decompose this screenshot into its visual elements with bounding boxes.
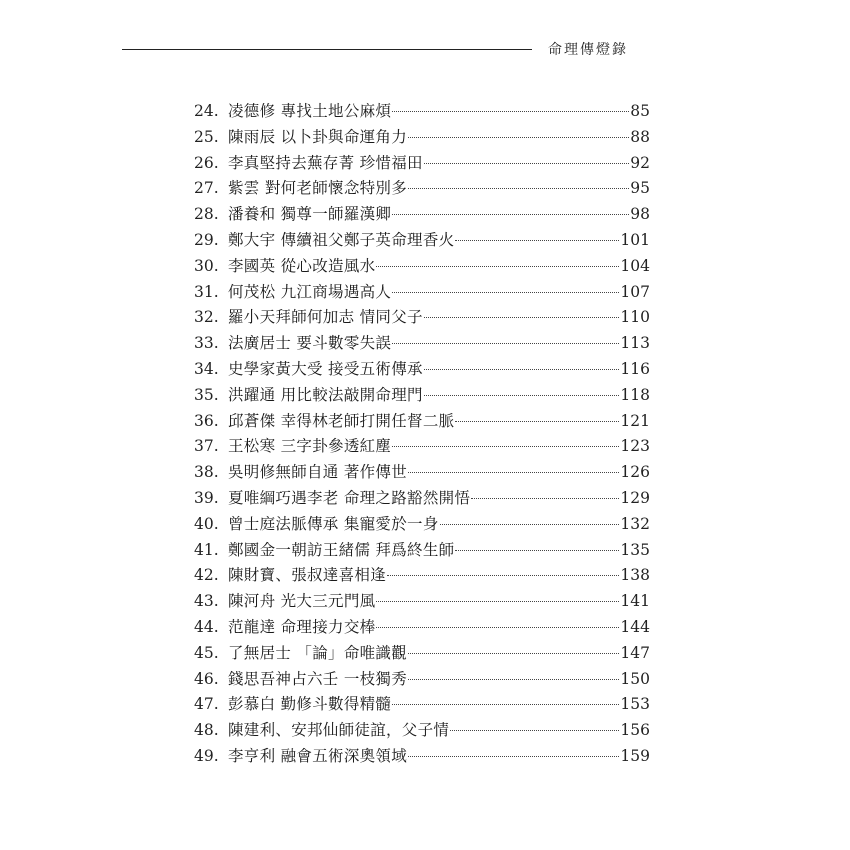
toc-entry: [194, 563, 650, 589]
dot-leader: [424, 369, 620, 370]
entry-number: 39.: [194, 488, 219, 507]
toc-entry: [194, 667, 650, 693]
entry-page-number: 132: [620, 514, 650, 533]
dot-leader: [392, 446, 619, 447]
toc-entry: [194, 718, 650, 744]
entry-number: 31.: [194, 282, 219, 301]
dot-leader: [408, 472, 619, 473]
entry-number: 37.: [194, 437, 219, 456]
toc-entry: [194, 357, 650, 383]
entry-page-number: 129: [620, 488, 650, 507]
entry-title: 李國英 從心改造風水: [228, 256, 376, 275]
entry-number: 27.: [194, 179, 219, 198]
table-of-contents: [194, 99, 650, 770]
entry-page-number: 92: [630, 153, 650, 172]
entry-number: 24.: [194, 102, 219, 120]
toc-entry: [194, 383, 650, 409]
dot-leader: [408, 679, 619, 680]
entry-title: 彭慕白 勤修斗數得精髓: [228, 695, 392, 714]
dot-leader: [455, 550, 619, 551]
toc-entry: [194, 434, 650, 460]
toc-entry: [194, 228, 650, 254]
entry-title: 羅小天拜師何加志 情同父子: [228, 308, 423, 327]
dot-leader: [424, 317, 620, 318]
entry-page-number: 118: [620, 385, 650, 404]
entry-page-number: 113: [620, 334, 650, 353]
dot-leader: [408, 188, 629, 189]
dot-leader: [471, 498, 619, 499]
entry-title: 陳河舟 光大三元門風: [228, 592, 376, 611]
dot-leader: [450, 730, 619, 731]
toc-entry: [194, 615, 650, 641]
entry-page-number: 98: [630, 205, 650, 224]
entry-title: 錢思吾神占六壬 一枝獨秀: [228, 669, 408, 688]
entry-number: 42.: [194, 566, 219, 585]
entry-title: 陳財寶、張叔達喜相逢: [228, 566, 387, 585]
toc-entry: [194, 305, 650, 331]
dot-leader: [392, 292, 619, 293]
toc-entry: [194, 512, 650, 538]
entry-title: 陳建利、安邦仙師徒誼，父子情: [228, 721, 450, 740]
entry-number: 44.: [194, 617, 219, 636]
toc-entry: [194, 641, 650, 667]
dot-leader: [387, 575, 619, 576]
dot-leader: [424, 163, 629, 164]
entry-page-number: 159: [620, 746, 650, 765]
entry-number: 26.: [194, 153, 219, 172]
dot-leader: [455, 421, 619, 422]
entry-page-number: 110: [620, 308, 650, 327]
toc-entry: [194, 589, 650, 615]
entry-title: 凌德修 專找土地公麻煩: [228, 102, 392, 120]
entry-page-number: 104: [620, 256, 650, 275]
entry-title: 了無居士 「論」命唯識觀: [228, 643, 408, 662]
dot-leader: [408, 137, 629, 138]
dot-leader: [455, 240, 619, 241]
entry-number: 46.: [194, 669, 219, 688]
entry-number: 40.: [194, 514, 219, 533]
dot-leader: [376, 601, 619, 602]
toc-entry: [194, 692, 650, 718]
toc-entry: [194, 125, 650, 151]
toc-entry: [194, 331, 650, 357]
dot-leader: [440, 524, 620, 525]
entry-number: 41.: [194, 540, 219, 559]
entry-title: 法廣居士 要斗數零失誤: [228, 334, 392, 353]
entry-title: 鄭國金一朝訪王緒儒 拜爲終生師: [228, 540, 455, 559]
toc-entry: [194, 744, 650, 770]
entry-page-number: 153: [620, 695, 650, 714]
entry-page-number: 150: [620, 669, 650, 688]
entry-number: 29.: [194, 230, 219, 249]
entry-page-number: 95: [630, 179, 650, 198]
dot-leader: [376, 627, 619, 628]
entry-page-number: 126: [620, 463, 650, 482]
entry-title: 吳明修無師自通 著作傳世: [228, 463, 408, 482]
dot-leader: [392, 704, 619, 705]
entry-page-number: 121: [620, 411, 650, 430]
toc-entry: [194, 486, 650, 512]
entry-title: 李亨利 融會五術深奧領域: [228, 746, 408, 765]
dot-leader: [408, 756, 619, 757]
entry-number: 48.: [194, 721, 219, 740]
entry-title: 紫雲 對何老師懷念特別多: [228, 179, 408, 198]
toc-entry: [194, 151, 650, 177]
entry-page-number: 116: [620, 359, 650, 378]
entry-title: 夏唯綱巧遇李老 命理之路豁然開悟: [228, 488, 471, 507]
entry-page-number: 141: [620, 592, 650, 611]
dot-leader: [392, 111, 629, 112]
dot-leader: [392, 343, 619, 344]
entry-number: 25.: [194, 127, 219, 146]
entry-page-number: 138: [620, 566, 650, 585]
entry-page-number: 156: [620, 721, 650, 740]
toc-entry: [194, 99, 650, 125]
entry-page-number: 147: [620, 643, 650, 662]
entry-title: 范龍達 命理接力交棒: [228, 617, 376, 636]
entry-title: 何茂松 九江商場遇高人: [228, 282, 392, 301]
entry-page-number: 107: [620, 282, 650, 301]
entry-title: 洪躍通 用比較法敲開命理門: [228, 385, 423, 404]
entry-number: 36.: [194, 411, 219, 430]
entry-number: 49.: [194, 746, 219, 765]
entry-title: 曾士庭法脈傳承 集寵愛於一身: [228, 514, 439, 533]
entry-page-number: 101: [620, 230, 650, 249]
dot-leader: [424, 395, 620, 396]
toc-entry: [194, 409, 650, 435]
toc-entry: [194, 254, 650, 280]
toc-entry: [194, 460, 650, 486]
header-rule: [122, 49, 532, 50]
entry-page-number: 88: [630, 127, 650, 146]
entry-page-number: 85: [630, 102, 650, 120]
entry-title: 王松寒 三字卦參透紅塵: [228, 437, 392, 456]
running-title: 命理傳燈錄: [548, 42, 628, 58]
entry-number: 38.: [194, 463, 219, 482]
toc-entry: [194, 176, 650, 202]
entry-number: 35.: [194, 385, 219, 404]
entry-number: 32.: [194, 308, 219, 327]
entry-number: 33.: [194, 334, 219, 353]
entry-title: 李真堅持去蕪存菁 珍惜福田: [228, 153, 423, 172]
entry-page-number: 135: [620, 540, 650, 559]
entry-number: 45.: [194, 643, 219, 662]
entry-number: 43.: [194, 592, 219, 611]
toc-entry: [194, 280, 650, 306]
entry-number: 28.: [194, 205, 219, 224]
entry-number: 47.: [194, 695, 219, 714]
entry-page-number: 123: [620, 437, 650, 456]
entry-number: 30.: [194, 256, 219, 275]
entry-number: 34.: [194, 359, 219, 378]
toc-entry: [194, 538, 650, 564]
dot-leader: [376, 266, 619, 267]
entry-page-number: 144: [620, 617, 650, 636]
entry-title: 邱蒼傑 幸得林老師打開任督二脈: [228, 411, 455, 430]
entry-title: 史學家黃大受 接受五術傳承: [228, 359, 423, 378]
dot-leader: [392, 214, 629, 215]
entry-title: 潘養和 獨尊一師羅漢卿: [228, 205, 392, 224]
entry-title: 陳雨辰 以卜卦與命運角力: [228, 127, 408, 146]
dot-leader: [408, 653, 619, 654]
entry-title: 鄭大宇 傳續祖父鄭子英命理香火: [228, 230, 455, 249]
toc-entry: [194, 202, 650, 228]
